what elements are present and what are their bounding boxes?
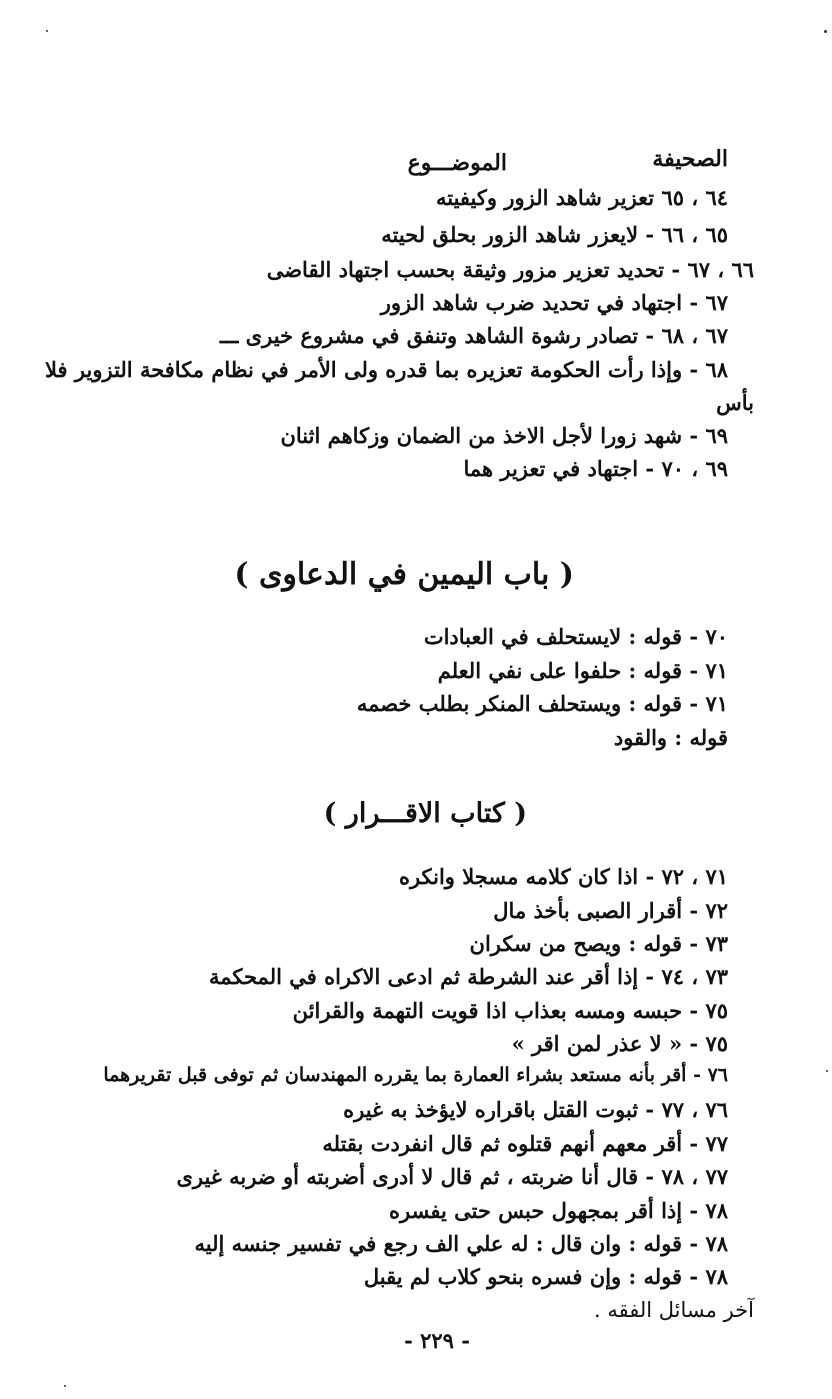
- toc-entry: ٦٩ ، ٧٠ - اجتهاد في تعزير هما: [463, 456, 728, 481]
- closing-note: آخر مسائل الفقه .: [594, 1298, 754, 1322]
- scan-speck: [64, 1385, 66, 1387]
- section-entry: ٧٣ - قوله : ويصح من سكران: [469, 931, 728, 956]
- section-entry: قوله : والقود: [613, 725, 728, 750]
- toc-entry: ٦٦ ، ٦٧ - تحديد تعزير مزور وثيقة بحسب اجتهاد القاضى: [266, 257, 754, 282]
- section-entry: ٧٢ - أقرار الصبى بأخذ مال: [493, 898, 728, 923]
- section-entry: ٧٧ ، ٧٨ - قال أنا ضربته ، ثم قال لا أدرى أضربته أو ضربه غيرى: [176, 1164, 728, 1189]
- column-header-topic: الموضـــوع: [407, 150, 507, 176]
- section-entry: ٧١ - قوله : حلفوا على نفي العلم: [437, 658, 728, 683]
- section-entry: ٧٠ - قوله : لايستحلف في العبادات: [423, 624, 728, 649]
- section-entry: ٧٨ - قوله : وان قال : له علي الف رجع في تفسير جنسه إليه: [194, 1231, 728, 1256]
- scan-speck: [46, 30, 48, 32]
- section-entry: ٧٦ - أقر بأنه مستعد بشراء العمارة بما يقرره المهندسان ثم توفى قبل تقريرهما: [103, 1064, 728, 1086]
- page-number: - ٢٢٩ -: [404, 1328, 470, 1353]
- section-entry: ٧٧ - أقر معهم أنهم قتلوه ثم قال انفردت بقتله: [322, 1131, 728, 1156]
- section-entry: ٧١ ، ٧٢ - اذا كان كلامه مسجلا وانكره: [398, 864, 728, 889]
- section-heading: ( كتاب الاقـــرار ): [323, 798, 527, 829]
- section-entry: ٧٥ - « لا عذر لمن اقر »: [511, 1031, 728, 1056]
- section-heading: ( باب اليمين في الدعاوى ): [234, 557, 574, 592]
- section-entry: ٧٥ - حبسه ومسه بعذاب اذا قويت التهمة والقرائن: [292, 998, 728, 1023]
- column-header-page: الصحيفة: [652, 146, 728, 172]
- toc-entry: ٦٨ - وإذا رأت الحكومة تعزيره بما قدره ولى الأمر في نظام مكافحة التزوير فلا: [45, 357, 728, 382]
- section-entry: ٧٣ ، ٧٤ - إذا أقر عند الشرطة ثم ادعى الاكراه في المحكمة: [209, 964, 728, 989]
- toc-entry: بأس: [716, 390, 754, 415]
- section-entry: ٧١ - قوله : ويستحلف المنكر بطلب خصمه: [356, 691, 728, 716]
- toc-entry: ٦٧ ، ٦٨ - تصادر رشوة الشاهد وتنفق في مشروع خيرى ـــ: [219, 323, 728, 348]
- section-entry: ٧٨ - قوله : وإن فسره بنحو كلاب لم يقبل: [363, 1264, 728, 1289]
- section-entry: ٧٦ ، ٧٧ - ثبوت القتل باقراره لايؤخذ به غيره: [343, 1097, 728, 1122]
- toc-entry: ٦٤ ، ٦٥ تعزير شاهد الزور وكيفيته: [436, 185, 728, 210]
- section-entry: ٧٨ - إذا أقر بمجهول حبس حتى يفسره: [389, 1198, 728, 1223]
- toc-entry: ٦٩ - شهد زورا لأجل الاخذ من الضمان وزكاهم اثنان: [280, 423, 728, 448]
- scan-speck: [824, 30, 827, 33]
- toc-entry: ٦٧ - اجتهاد في تحديد ضرب شاهد الزور: [380, 290, 728, 315]
- toc-entry: ٦٥ ، ٦٦ - لايعزر شاهد الزور بحلق لحيته: [381, 222, 728, 247]
- scan-speck: [826, 1070, 828, 1072]
